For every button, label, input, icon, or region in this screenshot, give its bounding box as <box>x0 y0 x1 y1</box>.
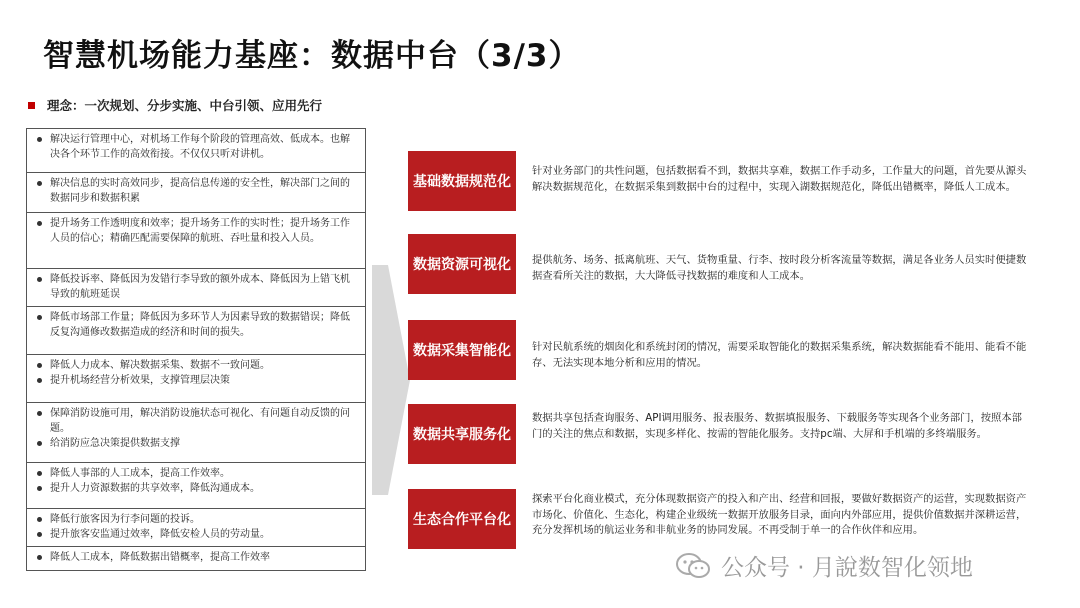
bullet-icon <box>37 378 42 383</box>
section-description: 探索平台化商业模式，充分体现数据资产的投入和产出、经营和回报，要做好数据资产的运营，实现数据资产市场化、价值化、生态化，构建企业级统一数据开放服务目录，面向内外部应用，提供价值数据并深耕运营，充分发挥机场的航运业务和非航业务的协同发展。不再受制于单一的合作伙伴和应用。 <box>532 493 1027 536</box>
bullet-icon <box>37 411 42 416</box>
bullet-icon <box>37 441 42 446</box>
section-label: 数据资源可视化 <box>408 234 516 294</box>
benefit-box <box>27 173 365 213</box>
bullet-icon <box>37 221 42 226</box>
bullet-icon <box>37 471 42 476</box>
benefits-list <box>26 128 366 571</box>
bullet-icon <box>37 555 42 560</box>
watermark <box>675 549 973 582</box>
benefit-box <box>27 355 365 403</box>
benefit-box <box>27 129 365 173</box>
bullet-icon <box>37 486 42 491</box>
page-title: 智慧机场能力基座：数据中台（3/3） <box>43 38 581 74</box>
right-arrow-icon <box>372 265 410 495</box>
section-description: 针对民航系统的烟囱化和系统封闭的情况，需要采取智能化的数据采集系统，解决数据能看不能用、能看不能存、无法实现本地分析和应用的情况。 <box>532 341 1027 369</box>
concept-text: 理念：一次规划、分步实施、中台引领、应用先行 <box>47 98 323 113</box>
benefit-box <box>27 213 365 269</box>
benefit-item: 保障消防设施可用，解决消防设施状态可视化、有问题自动反馈的问题。 <box>35 406 359 436</box>
bullet-icon <box>37 532 42 537</box>
section-label: 生态合作平台化 <box>408 489 516 549</box>
watermark-text: 公众号 · 月說数智化领地 <box>721 555 973 581</box>
bullet-icon <box>37 181 42 186</box>
bullet-icon <box>37 363 42 368</box>
benefit-item: 提升场务工作透明度和效率；提升场务工作的实时性；提升场务工作人员的信心；精确匹配需要保障的航班、吞吐量和投入人员。 <box>35 216 359 246</box>
benefit-box <box>27 307 365 355</box>
bullet-icon <box>37 315 42 320</box>
section-description: 提供航务、场务、抵离航班、天气、货物重量、行李、按时段分析客流量等数据，满足各业务人员实时便捷数据查看所关注的数据，大大降低寻找数据的难度和人工成本。 <box>532 254 1027 282</box>
section-description: 针对业务部门的共性问题，包括数据看不到，数据共享难，数据工作手动多，工作量大的问题，首先要从源头解决数据规范化，在数据采集到数据中台的过程中，实现入湖数据规范化，降低出错概率，降低人工成本。 <box>532 165 1027 193</box>
benefit-item: 给消防应急决策提供数据支撑 <box>35 436 359 451</box>
bullet-icon <box>37 277 42 282</box>
benefit-item: 提升机场经营分析效果，支撑管理层决策 <box>35 373 359 388</box>
benefit-item: 提升旅客安监通过效率，降低安检人员的劳动量。 <box>35 527 359 542</box>
benefit-item: 降低人力成本、解决数据采集、数据不一致问题。 <box>35 358 359 373</box>
benefit-item: 降低投诉率、降低因为发错行李导致的额外成本、降低因为上错飞机导致的航班延误 <box>35 272 359 302</box>
benefit-item: 降低人工成本，降低数据出错概率，提高工作效率 <box>35 550 359 565</box>
section-label: 基础数据规范化 <box>408 151 516 211</box>
bullet-icon <box>37 517 42 522</box>
bullet-icon <box>37 137 42 142</box>
benefit-item: 降低人事部的人工成本，提高工作效率。 <box>35 466 359 481</box>
wechat-icon <box>675 552 711 580</box>
benefit-box <box>27 547 365 571</box>
benefit-item: 解决运行管理中心，对机场工作每个阶段的管理高效、低成本。也解决各个环节工作的高效衔接。不仅仅只听对讲机。 <box>35 132 359 162</box>
benefit-item: 降低市场部工作量；降低因为多环节人为因素导致的数据错误；降低反复沟通修改数据造成的经济和时间的损失。 <box>35 310 359 340</box>
benefit-item: 降低行旅客因为行李问题的投诉。 <box>35 512 359 527</box>
benefit-item: 解决信息的实时高效同步，提高信息传递的安全性，解决部门之间的数据同步和数据积累 <box>35 176 359 206</box>
section-label: 数据采集智能化 <box>408 320 516 380</box>
section-description: 数据共享包括查询服务、API调用服务、报表服务、数据填报服务、下载服务等实现各个业务部门，按照本部门的关注的焦点和数据，实现多样化、按需的智能化服务。支持pc端、大屏和手机端的多终端服务。 <box>532 412 1022 440</box>
benefit-box <box>27 463 365 509</box>
red-square-bullet-icon <box>28 102 35 109</box>
concept-line <box>28 96 322 114</box>
benefit-box <box>27 403 365 463</box>
benefit-box <box>27 269 365 307</box>
benefit-item: 提升人力资源数据的共享效率，降低沟通成本。 <box>35 481 359 496</box>
benefit-box <box>27 509 365 547</box>
section-label: 数据共享服务化 <box>408 404 516 464</box>
